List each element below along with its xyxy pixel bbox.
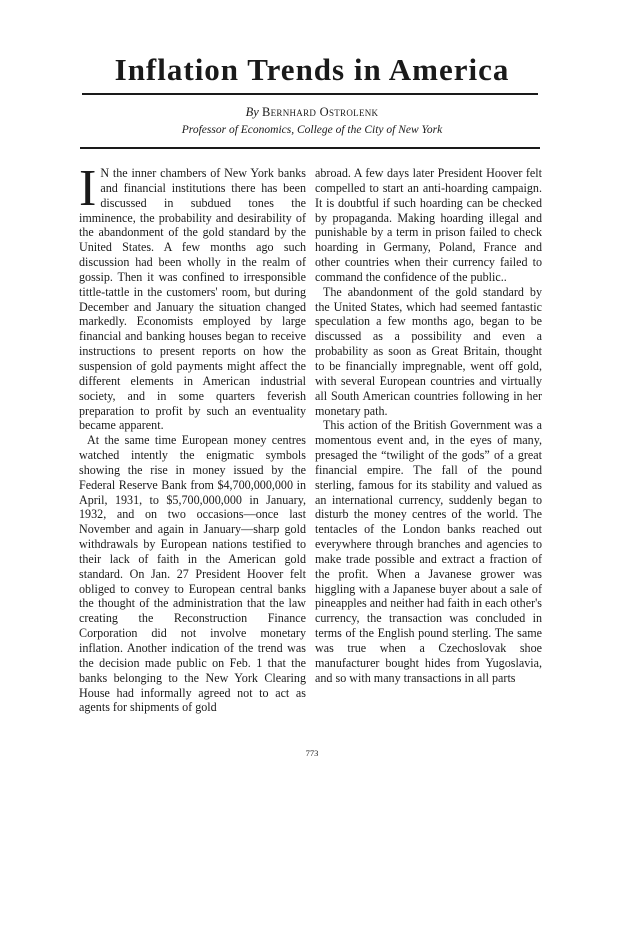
- paragraph: [79, 160, 306, 433]
- paragraph: abroad. A few days later President Hoover felt compelled to start an anti-hoarding campaign. It is doubtful if such hoarding can be checked by propaganda. Making hoarding illegal and punishable by a term in prison failed to check hoarding in Germany, Poland, France and other countries when their currency failed to command the confidence of the public..: [315, 166, 542, 284]
- paragraph: The abandonment of the gold standard by the United States, which had seemed fantastic speculation a few months ago, began to be discussed as a possibility and even a probability as soon as Great Britain, thought to be financially impregnable, went off gold, with several European countries and virtually all South American countries following in her monetary path.: [315, 284, 542, 418]
- drop-cap: I: [79, 160, 97, 217]
- author-affiliation: Professor of Economics, College of the City of New York: [181, 124, 443, 136]
- paragraph: This action of the British Government was a momentous event and, in the eyes of many, presaged the “twilight of the gods” of a great financial empire. The fall of the pound sterling, famous for its stability and valued as an international currency, suddenly began to disturb the money centres of the world. The tentacles of the London banks reached out everywhere through branches and agencies to make trade possible and extract a fraction of the profit. When a Javanese grower was higgling with a Japanese buyer about a sale of pineapples and neither had faith in each other's currency, the transaction was concluded in terms of the English pound sterling. The same was true when a Czechoslovak shoe manufacturer bought hides from Yugoslavia, and so with many transactions in all parts: [315, 418, 542, 685]
- header-rule: [80, 147, 540, 149]
- title-rule: [82, 93, 538, 95]
- left-column: [79, 160, 306, 715]
- article-title: Inflation Trends in America: [114, 52, 510, 87]
- byline-prefix: By: [245, 105, 259, 119]
- author-name: Bernhard Ostrolenk: [261, 105, 379, 119]
- byline: [0, 104, 624, 120]
- page-number: 773: [305, 748, 319, 758]
- paragraph-text: N the inner chambers of New York banks and financial institutions there has been discussed in subdued tones the imminence, the probability and desirability of the abandonment of the gold standard by the United States. A few months ago such discussion had been wholly in the realm of gossip. Then it was confined to irresponsible tittle-tattle in the customers' room, but during December and January the situation changed markedly. Economists employed by large financial and banking houses began to receive instructions to present reports on how the suspension of gold payments might affect the different elements in American industrial society, and in some quarters feverish preparation to profit by such an eventuality became apparent.: [79, 166, 306, 433]
- right-column: [315, 166, 542, 686]
- paragraph: At the same time European money centres watched intently the enigmatic symbols showing the rise in money issued by the Federal Reserve Bank from $4,700,000,000 in April, 1931, to $5,700,000,000 in January, 1932, and on two occasions—once last November and again in January—sharp gold withdrawals by European nations testified to their lack of faith in the American gold standard. On Jan. 27 President Hoover felt obliged to convey to European central banks the thought of the administration that the law creating the Reconstruction Finance Corporation did not involve monetary inflation. Another indication of the trend was the decision made public on Feb. 1 that the banks belonging to the New York Clearing House had informally agreed not to act as agents for shipments of gold: [79, 433, 306, 715]
